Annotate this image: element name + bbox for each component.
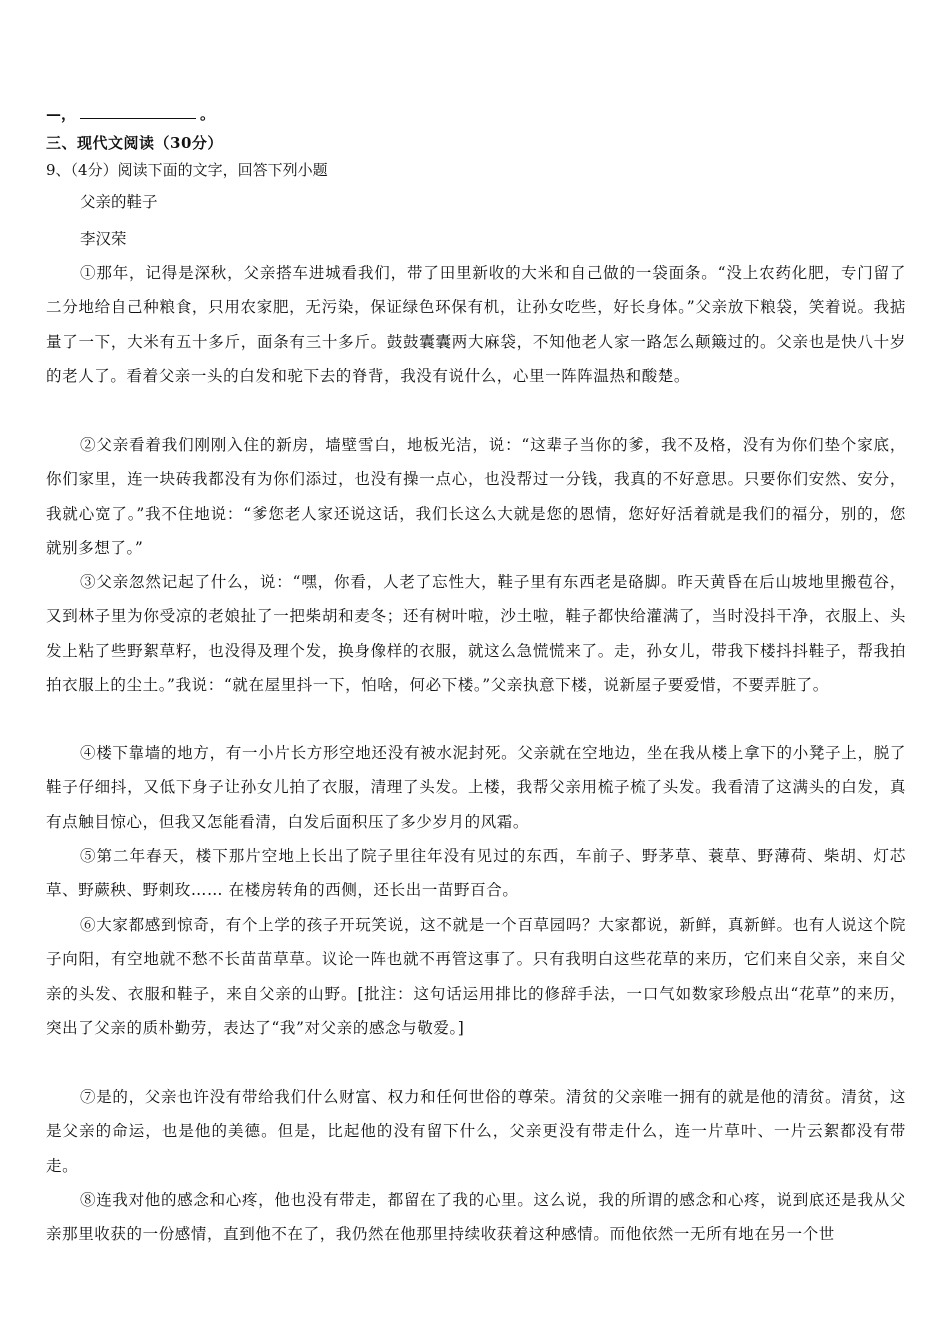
question-prompt: 9、（4分）阅读下面的文字，回答下列小题 xyxy=(46,161,328,179)
paragraph-7: ⑦是的，父亲也许没有带给我们什么财富、权力和任何世俗的尊荣。清贫的父亲唯一拥有的就是他的清贫。清贫，这是父亲的命运，也是他的美德。但是，比起他的没有留下什么，父亲更没有带走什么，连一片草叶、一片云絮都没有带走。 xyxy=(46,1088,906,1175)
paragraph-6: ⑥大家都感到惊奇，有个上学的孩子开玩笑说，这不就是一个百草园吗？大家都说，新鲜，真新鲜。也有人说这个院子向阳，有空地就不愁不长苗苗草草。议论一阵也就不再管这事了。只有我明白这些花草的来历，它们来自父亲，来自父亲的头发、衣服和鞋子，来自父亲的山野。[批注：这句话运用排比的修辞手法，一口气如数家珍般点出“花草”的来历，突出了父亲的质朴勤劳，表达了“我”对父亲的感念与敬爱。] xyxy=(46,916,906,1038)
article-author: 李汉荣 xyxy=(80,230,127,248)
paragraph-2: ②父亲看着我们刚刚入住的新房，墙壁雪白，地板光洁，说：“这辈子当你的爹，我不及格，没有为你们垫个家底，你们家里，连一块砖我都没有为你们添过，也没有操一点心，也没帮过一分钱，我真的不好意思。只要你们安然、安分，我就心宽了。”我不住地说：“爹您老人家还说这话，我们长这么大就是您的恩情，您好好活着就是我们的福分，别的，您就别多想了。” xyxy=(46,436,906,558)
paragraph-3: ③父亲忽然记起了什么，说：“嘿，你看，人老了忘性大，鞋子里有东西老是硌脚。昨天黄昏在后山坡地里搬苞谷，又到林子里为你受凉的老娘扯了一把柴胡和麦冬；还有树叶啦，沙土啦，鞋子都快给灌满了，当时没抖干净，衣服上、头发上粘了些野絮草籽，也没得及理个发，换身像样的衣服，就这么急慌慌来了。走，孙女儿，带我下楼抖抖鞋子，帮我拍拍衣服上的尘土。”我说：“就在屋里抖一下，怕啥，何必下楼。”父亲执意下楼，说新屋子要爱惜，不要弄脏了。 xyxy=(46,573,906,695)
blank-suffix: 。 xyxy=(200,105,216,123)
answer-blank xyxy=(80,106,196,119)
blank-prefix: —， xyxy=(46,105,77,123)
paragraph-4: ④楼下靠墙的地方，有一小片长方形空地还没有被水泥封死。父亲就在空地边，坐在我从楼上拿下的小凳子上，脱了鞋子仔细抖，又低下身子让孙女儿拍了衣服，清理了头发。上楼，我帮父亲用梳子梳了头发。我看清了这满头的白发，真有点触目惊心，但我又怎能看清，白发后面积压了多少岁月的风霜。 xyxy=(46,744,906,831)
paragraph-8: ⑧连我对他的感念和心疼，他也没有带走，都留在了我的心里。这么说，我的所谓的感念和心疼，说到底还是我从父亲那里收获的一份感情，直到他不在了，我仍然在他那里持续收获着这种感情。而他依然一无所有地在另一个世 xyxy=(46,1191,906,1244)
paragraph-1: ①那年，记得是深秋，父亲搭车进城看我们，带了田里新收的大米和自己做的一袋面条。“没上农药化肥，专门留了二分地给自己种粮食，只用农家肥，无污染，保证绿色环保有机，让孙女吃些，好长身体。”父亲放下粮袋，笑着说。我掂量了一下，大米有五十多斤，面条有三十多斤。鼓鼓囊囊两大麻袋，不知他老人家一路怎么颠簸过的。父亲也是快八十岁的老人了。看着父亲一头的白发和驼下去的脊背，我没有说什么，心里一阵阵温热和酸楚。 xyxy=(46,264,906,386)
fill-in-blank-line xyxy=(46,104,215,124)
paragraph-5: ⑤第二年春天，楼下那片空地上长出了院子里往年没有见过的东西，车前子、野茅草、蓑草、野薄荷、柴胡、灯芯草、野蕨秧、野刺玫…… 在楼房转角的西侧，还长出一苗野百合。 xyxy=(46,847,906,900)
article-title: 父亲的鞋子 xyxy=(80,193,158,211)
section-heading: 三、现代文阅读（30分） xyxy=(46,134,223,152)
